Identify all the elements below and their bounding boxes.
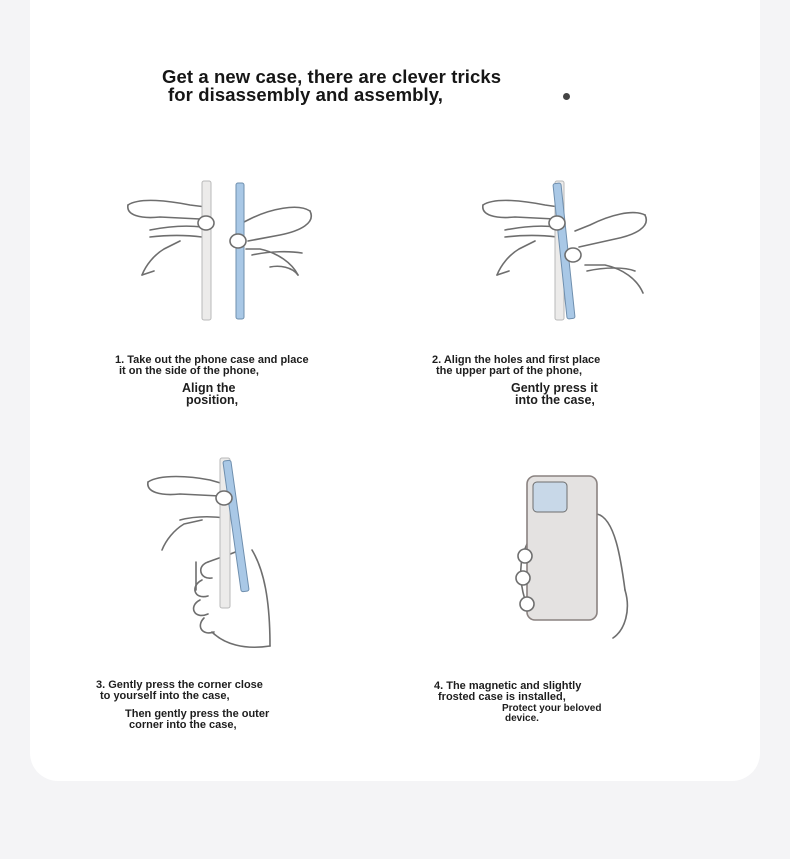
step-3-illustration [140,450,290,660]
step-2-illustration [475,175,675,325]
page-title [162,68,582,104]
step-4-note: Protect your beloved device. [502,703,602,724]
step-1-note: Align the position, [182,381,239,407]
title-line-2: for disassembly and assembly, [168,84,444,105]
step-3-instruction: 3. Gently press the corner close to yourself into the case, [96,679,263,702]
step-1-instruction: 1. Take out the phone case and place it on the side of the phone, [115,354,309,377]
step-2-instruction: 2. Align the holes and first place the upper part of the phone, [432,354,601,377]
step-4-instruction: 4. The magnetic and slightly frosted case is installed, [434,680,582,703]
step-1-illustration [120,175,320,325]
step-2-note: Gently press it into the case, [511,381,598,407]
instruction-card [30,0,760,781]
decorative-dot [563,93,570,100]
step-3-note: Then gently press the outer corner into the case, [125,708,270,731]
step-4-illustration [505,470,645,650]
title-line-1: Get a new case, there are clever tricks [162,66,502,87]
